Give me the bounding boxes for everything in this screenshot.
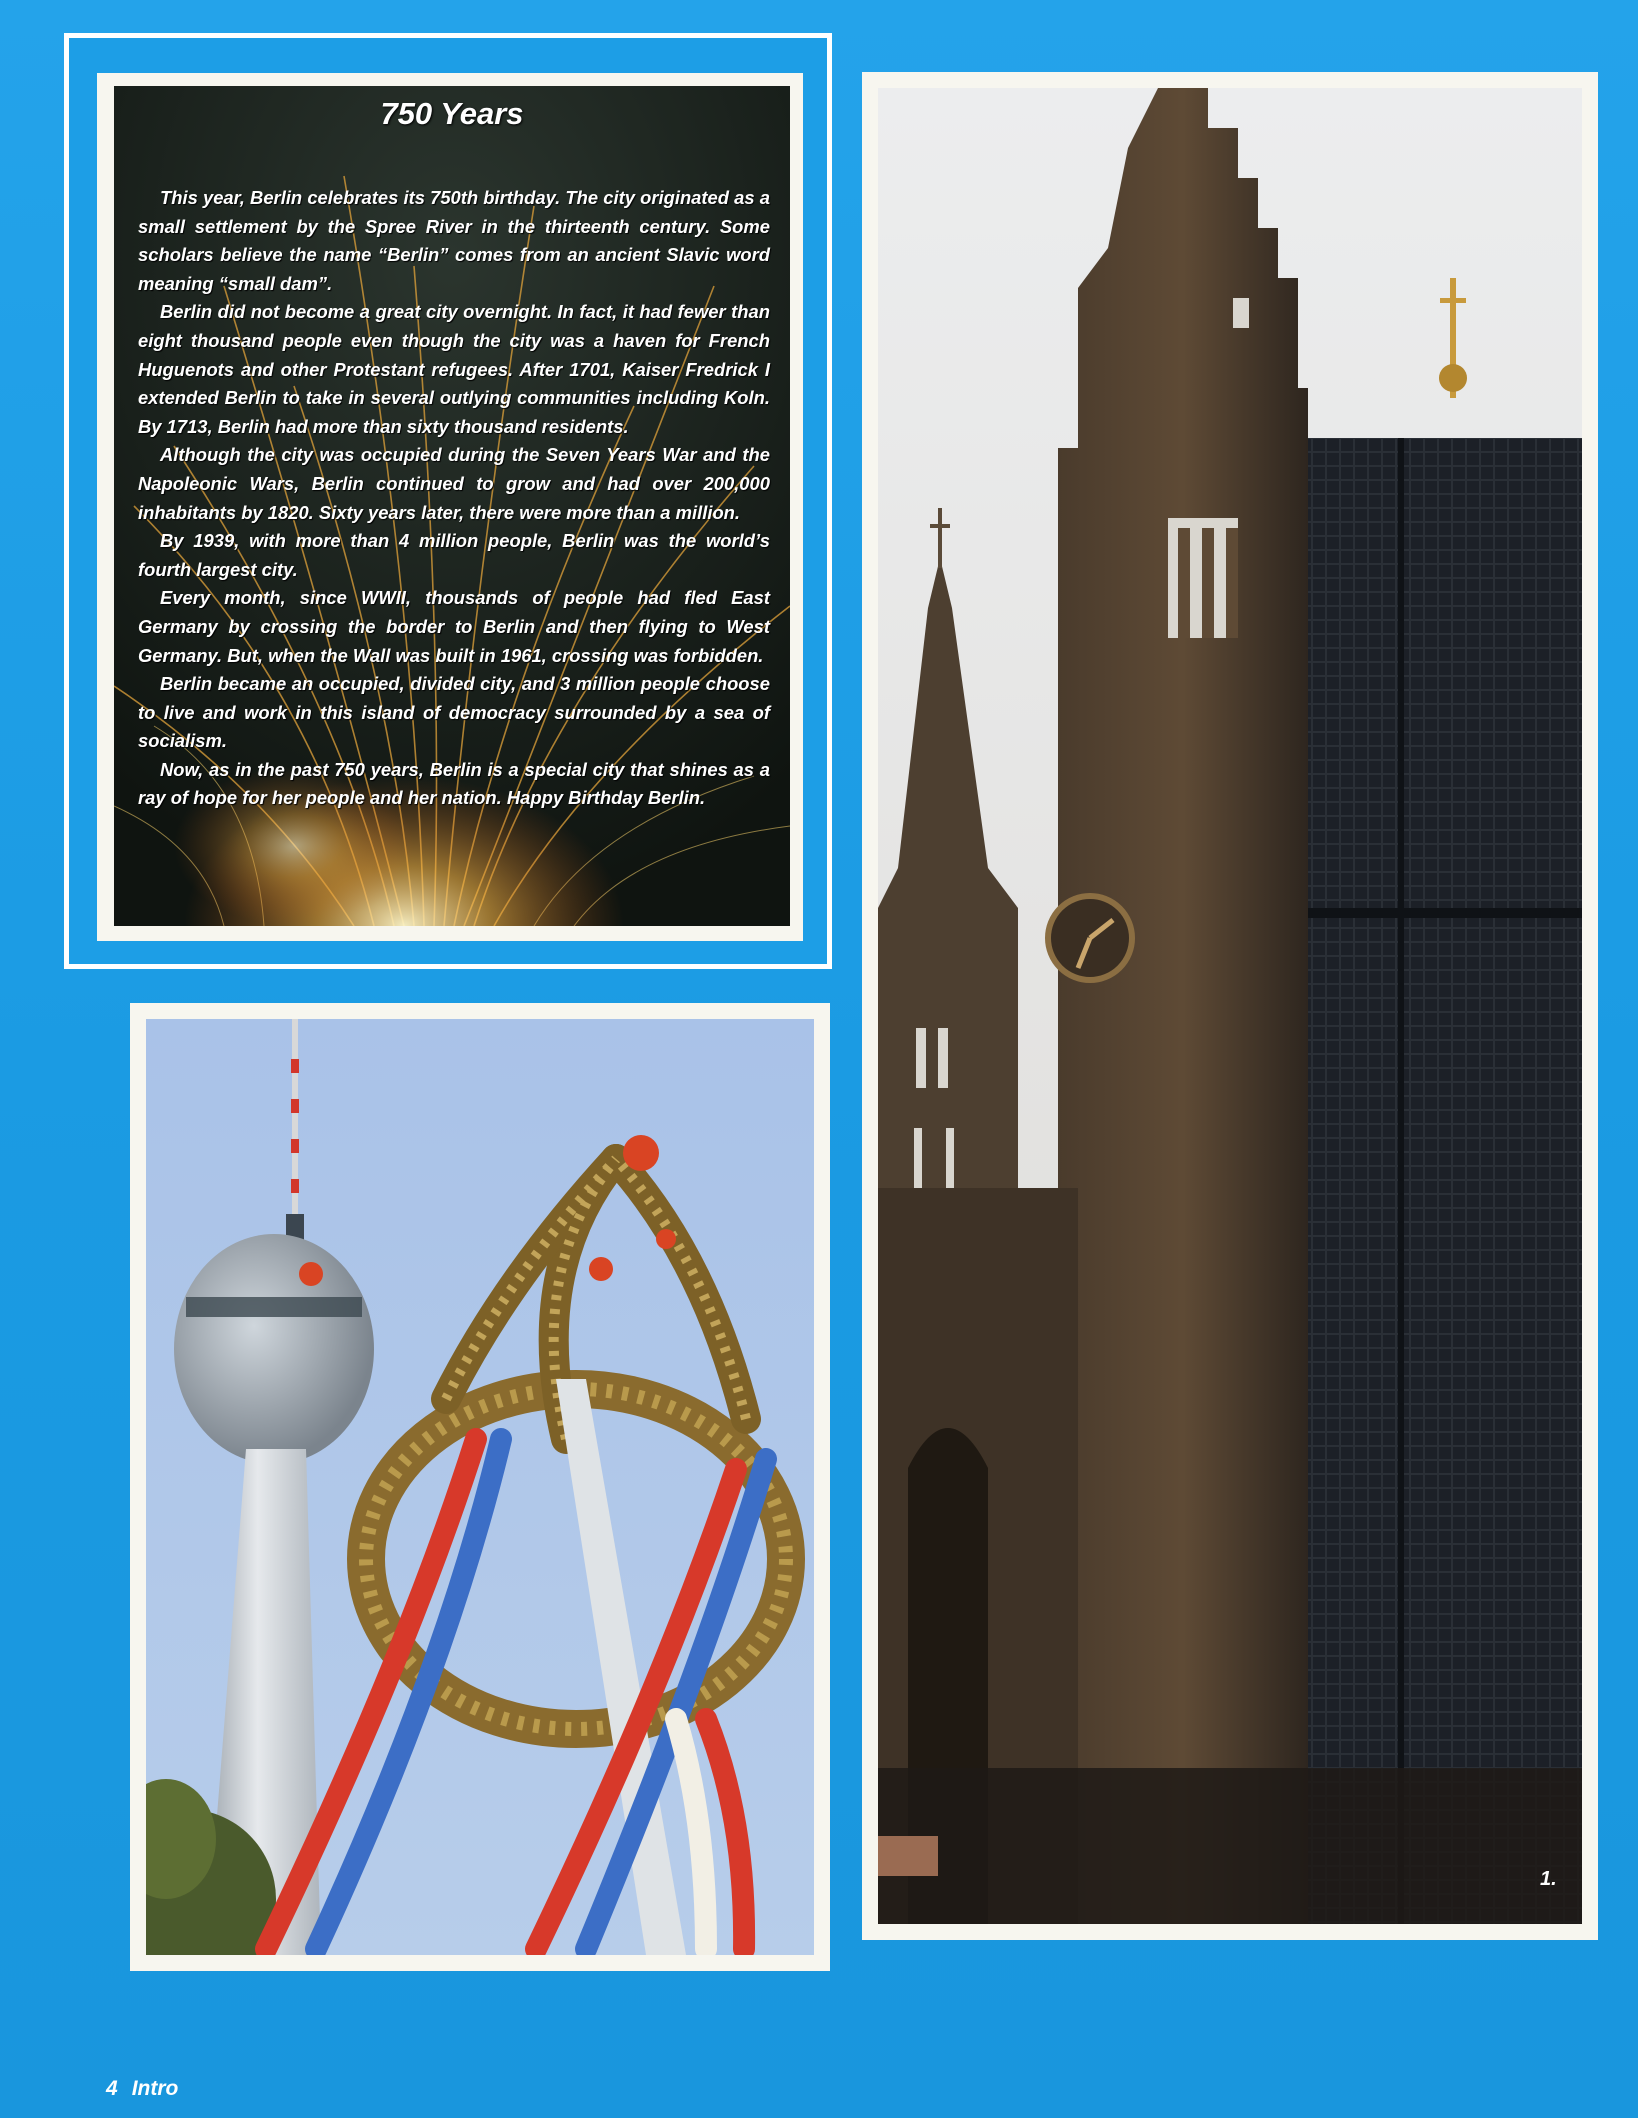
article-paragraph: Berlin did not become a great city overnight. In fact, it had fewer than eight thousand people even though the city was a haven for French Huguenots and other Protestant refugees. After 1701, Kaiser Fredrick I extended Berlin to take in several outlying communities including Koln. By 1713, Berlin had more than sixty thousand residents. [138,301,770,437]
memorial-church-photo [878,88,1582,1924]
memorial-church-illustration [878,88,1582,1924]
article-paragraph: Now, as in the past 750 years, Berlin is a special city that shines as a ray of hope for her people and her nation. Happy Birthday Berlin. [138,758,770,809]
tv-tower-photo [146,1019,814,1955]
section-name: Intro [131,2077,179,2100]
article-body [138,184,770,813]
article-paragraph: Although the city was occupied during the Seven Years War and the Napoleonic Wars, Berlin continued to grow and had over 200,000 inhabitants by 1820. Sixty years later, there were more than a million. [138,444,770,523]
page-folio [106,2077,192,2101]
article-paragraph: This year, Berlin celebrates its 750th birthday. The city originated as a small settlement by the Spree River in the thirteenth century. Some scholars believe the name “Berlin” comes from an ancient Slavic word meaning “small dam”. [138,187,770,294]
fireworks-photo [114,86,790,926]
article-paragraph: Berlin became an occupied, divided city, and 3 million people choose to live and work in this island of democracy surrounded by a sea of socialism. [138,673,770,752]
article-paragraph: By 1939, with more than 4 million people, Berlin was the world’s fourth largest city. [138,530,770,580]
tv-tower-illustration [146,1019,814,1955]
page-number: 4 [106,2077,118,2100]
article-paragraph: Every month, since WWII, thousands of people had fled East Germany by crossing the border to Berlin and then flying to West Germany. But, when the Wall was built in 1961, crossing was forbidden. [138,587,770,666]
article-title: 750 Years [380,96,524,131]
photo-number: 1. [1540,1868,1557,1890]
